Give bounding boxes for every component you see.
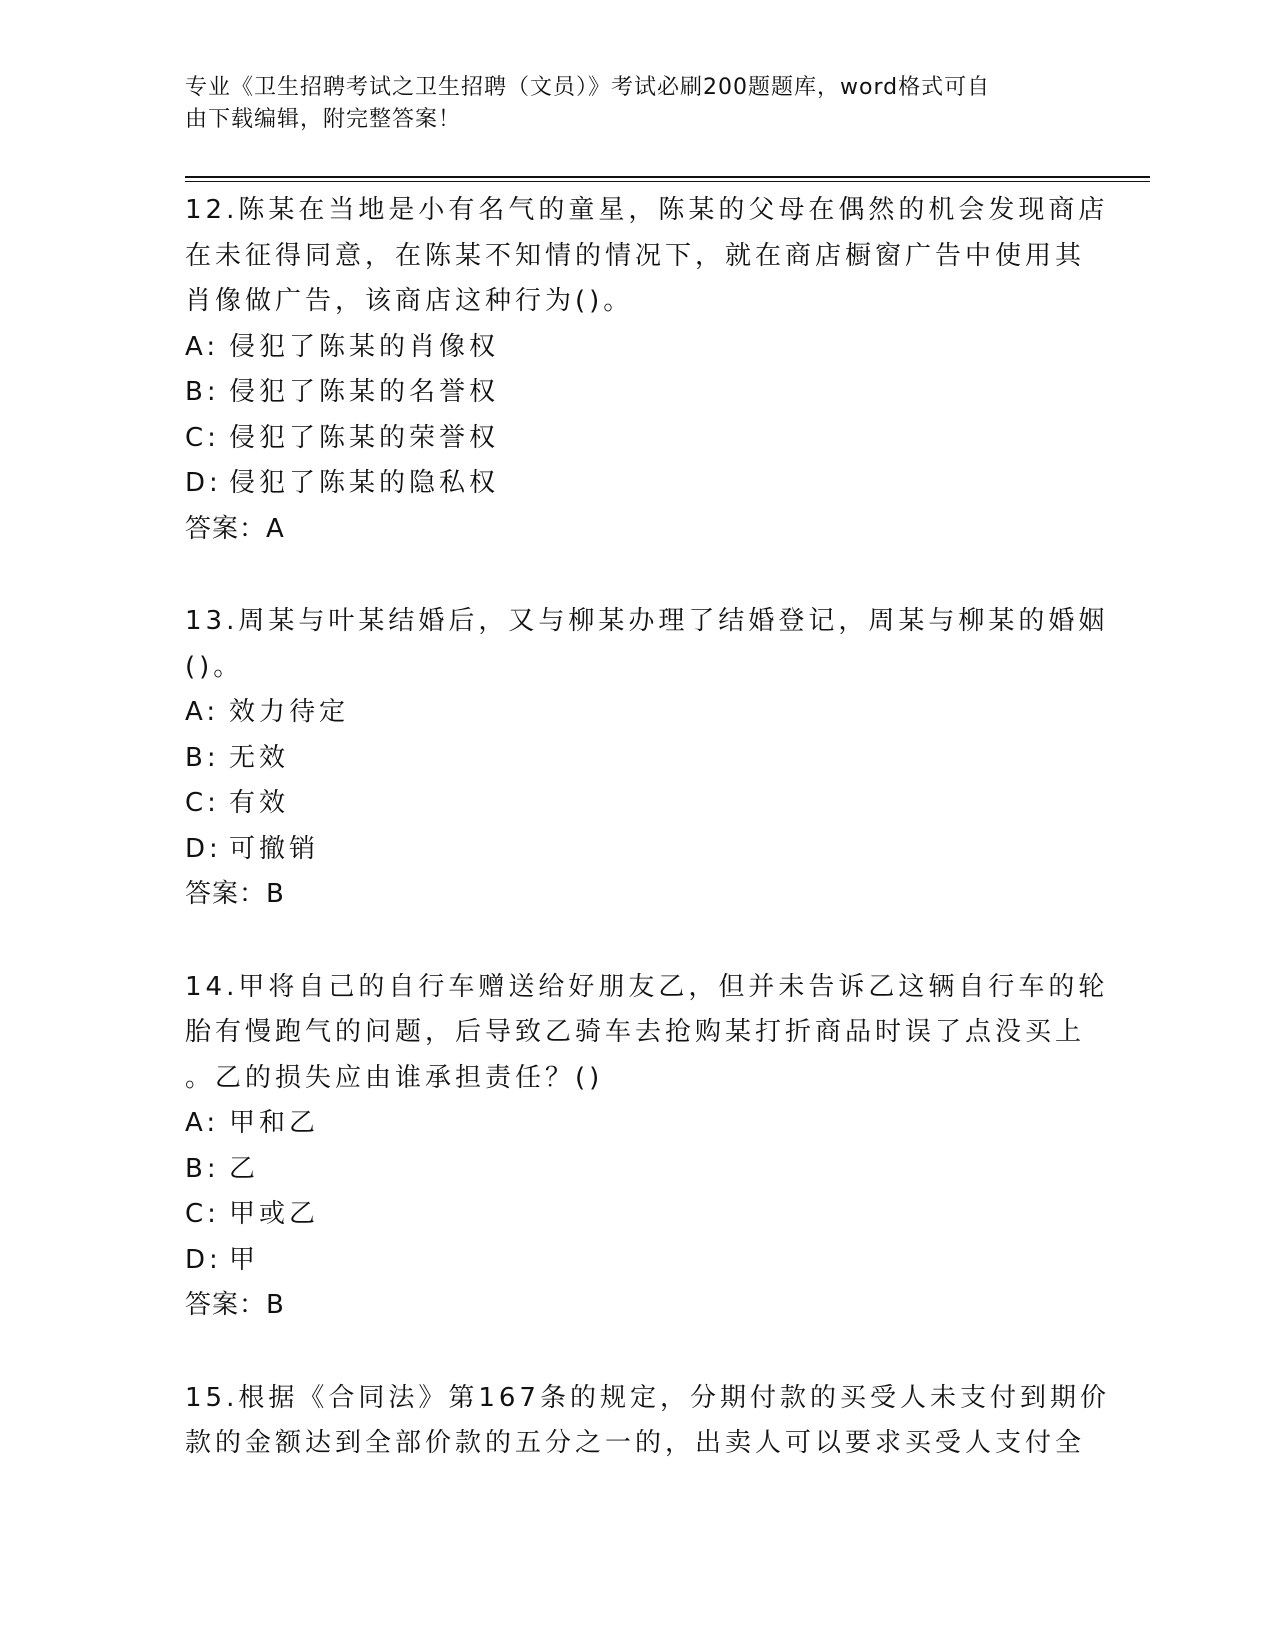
question-text-line: 12.陈某在当地是小有名气的童星，陈某的父母在偶然的机会发现商店 xyxy=(185,195,1109,225)
question-text-line: 胎有慢跑气的问题，后导致乙骑车去抢购某打折商品时误了点没买上 xyxy=(185,1017,1086,1047)
option-text: 侵犯了陈某的名誉权 xyxy=(229,377,500,407)
option-letter: D: xyxy=(185,1244,222,1275)
option-letter: A: xyxy=(185,1108,220,1138)
option-letter: C: xyxy=(185,788,220,818)
question-15 xyxy=(185,1376,1110,1467)
option-b xyxy=(185,370,1085,416)
answer-line: 答案：B xyxy=(185,1290,285,1320)
question-text-line: 。乙的损失应由谁承担责任？() xyxy=(185,1062,604,1093)
question-text-line: 13.周某与叶某结婚后，又与柳某办理了结婚登记，周某与柳某的婚姻 xyxy=(185,606,1109,636)
question-text-line: ()。 xyxy=(185,651,244,682)
option-c xyxy=(185,781,1085,827)
option-letter: B: xyxy=(185,742,220,773)
option-letter: A: xyxy=(185,697,220,727)
option-text: 侵犯了陈某的肖像权 xyxy=(229,331,500,362)
question-12 xyxy=(185,188,1109,552)
option-a xyxy=(185,1101,1085,1147)
option-letter: B: xyxy=(185,1153,220,1184)
option-letter: B: xyxy=(185,377,220,407)
option-b xyxy=(185,736,1085,782)
option-text: 效力待定 xyxy=(229,697,350,727)
option-letter: C: xyxy=(185,1199,220,1229)
header-divider xyxy=(185,176,1150,178)
question-text-line: 15.根据《合同法》第167条的规定，分期付款的买受人未支付到期价 xyxy=(185,1382,1110,1413)
document-header xyxy=(185,72,1085,136)
option-text: 甲和乙 xyxy=(229,1108,320,1138)
option-text: 可撤销 xyxy=(229,833,320,864)
question-14 xyxy=(185,965,1109,1329)
question-list xyxy=(185,188,1110,1514)
question-text-line: 在未征得同意，在陈某不知情的情况下，就在商店橱窗广告中使用其 xyxy=(185,240,1086,271)
option-letter: A: xyxy=(185,331,220,362)
header-divider-thin xyxy=(185,181,1150,182)
option-letter: D: xyxy=(185,468,222,498)
question-text-line: 14.甲将自己的自行车赠送给好朋友乙，但并未告诉乙这辆自行车的轮 xyxy=(185,971,1109,1002)
option-a xyxy=(185,325,1085,371)
answer-line: 答案：A xyxy=(185,513,285,544)
option-text: 乙 xyxy=(229,1153,260,1184)
question-text-line: 肖像做广告，该商店这种行为()。 xyxy=(185,286,634,316)
option-a xyxy=(185,690,1085,736)
header-line: 专业《卫生招聘考试之卫生招聘（文员）》考试必刷200题题库，word格式可自 xyxy=(185,75,991,100)
answer-line: 答案：B xyxy=(185,879,285,909)
option-letter: C: xyxy=(185,422,220,453)
question-13 xyxy=(185,599,1109,918)
option-text: 无效 xyxy=(229,742,290,773)
option-text: 侵犯了陈某的荣誉权 xyxy=(229,422,500,453)
option-text: 甲或乙 xyxy=(229,1199,320,1229)
option-text: 侵犯了陈某的隐私权 xyxy=(229,468,500,498)
header-line: 由下载编辑，附完整答案！ xyxy=(185,107,462,132)
option-d xyxy=(185,1238,1085,1284)
option-d xyxy=(185,461,1085,507)
option-c xyxy=(185,416,1085,462)
question-text-line: 款的金额达到全部价款的五分之一的，出卖人可以要求买受人支付全 xyxy=(185,1428,1086,1458)
option-letter: D: xyxy=(185,833,222,864)
option-text: 有效 xyxy=(229,788,290,818)
option-b xyxy=(185,1147,1085,1193)
option-d xyxy=(185,827,1085,873)
option-text: 甲 xyxy=(229,1244,260,1275)
option-c xyxy=(185,1192,1085,1238)
